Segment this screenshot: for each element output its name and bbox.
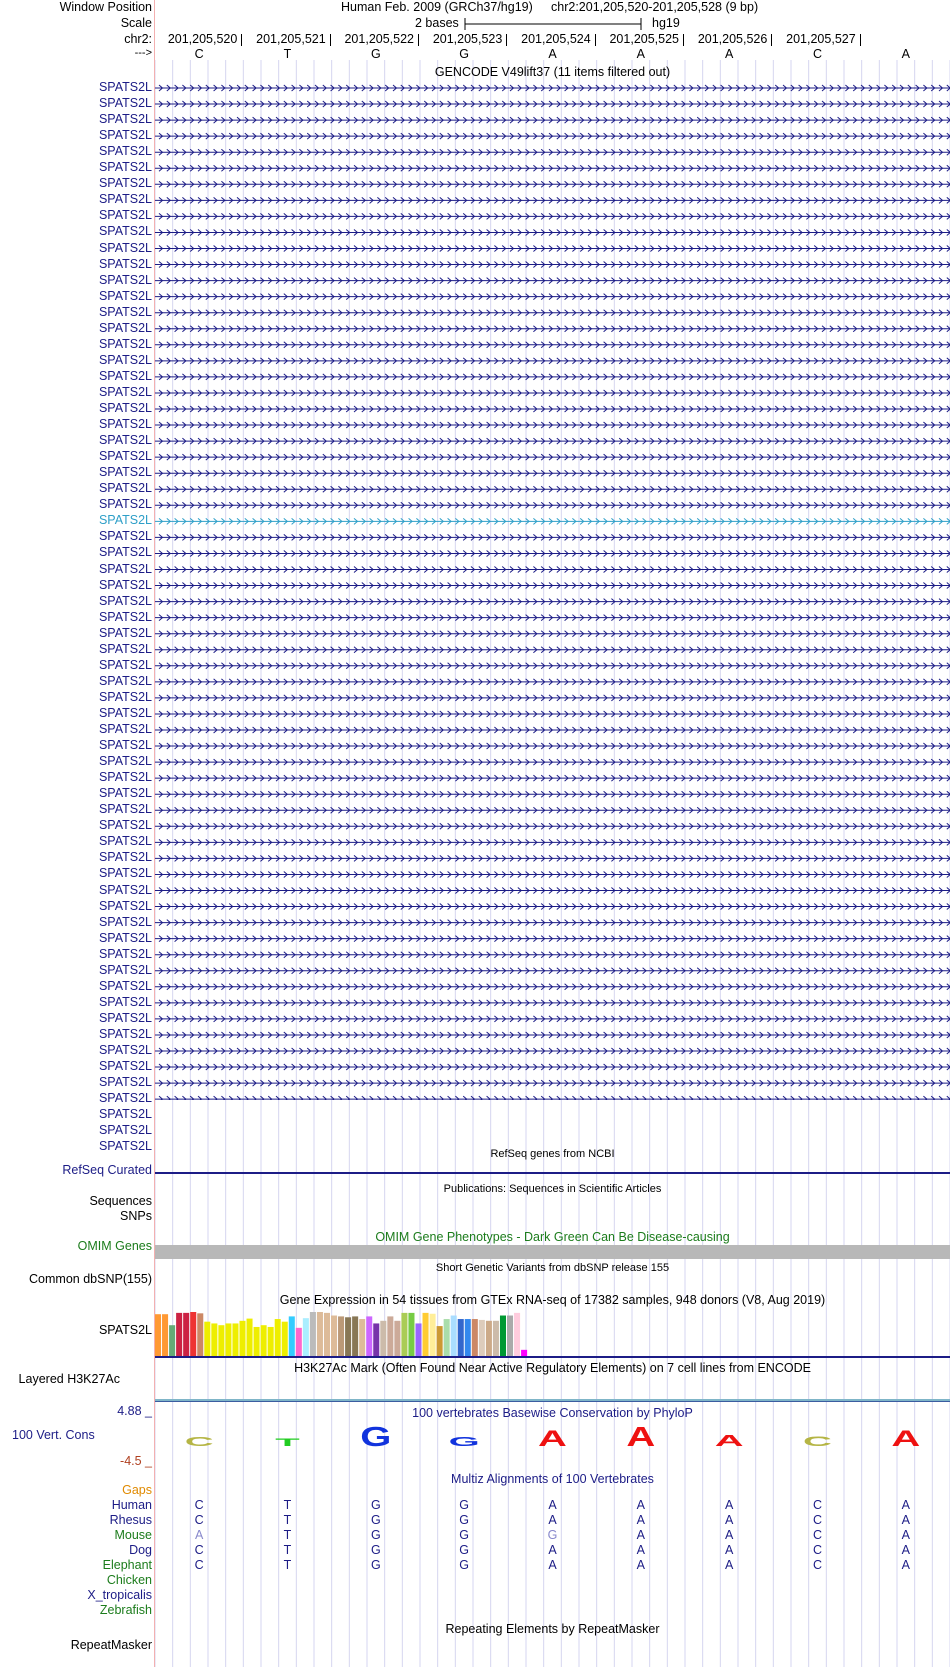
- alignment-base: A: [901, 1543, 910, 1557]
- species-label[interactable]: X_tropicalis: [87, 1588, 152, 1602]
- gencode-gene-label[interactable]: SPATS2L: [98, 192, 152, 207]
- gencode-gene-label[interactable]: SPATS2L: [98, 288, 152, 303]
- alignment-base: C: [812, 1513, 822, 1527]
- gencode-gene-label[interactable]: SPATS2L: [98, 112, 152, 127]
- coordinate-tick-label: 201,205,522: [344, 32, 414, 46]
- gencode-gene-label[interactable]: SPATS2L: [98, 561, 152, 576]
- layered-h3k27ac-label[interactable]: Layered H3K27Ac: [18, 1372, 120, 1386]
- db-text: hg19: [652, 16, 680, 30]
- gencode-gene-label[interactable]: SPATS2L: [98, 417, 152, 432]
- alignment-base: A: [724, 1498, 734, 1512]
- species-label[interactable]: Elephant: [102, 1558, 152, 1572]
- repeatmasker-title: Repeating Elements by RepeatMasker: [445, 1622, 660, 1636]
- species-label[interactable]: Dog: [129, 1543, 152, 1557]
- refseq-title: RefSeq genes from NCBI: [490, 1148, 615, 1160]
- window-position-label: Window Position: [59, 0, 152, 14]
- base-letter: G: [459, 47, 470, 61]
- gencode-transcript-row[interactable]: [155, 743, 950, 749]
- gencode-gene-label[interactable]: SPATS2L: [98, 80, 152, 94]
- gencode-gene-label[interactable]: SPATS2L: [98, 786, 152, 801]
- gencode-gene-label[interactable]: SPATS2L: [98, 1026, 152, 1041]
- alignment-base: A: [901, 1558, 910, 1572]
- sequences-label[interactable]: Sequences: [89, 1194, 152, 1208]
- alignment-base: A: [636, 1528, 645, 1542]
- gencode-gene-label[interactable]: SPATS2L: [98, 545, 152, 560]
- base-letter: A: [548, 47, 557, 61]
- gencode-transcript-row[interactable]: [155, 101, 950, 107]
- alignment-base: G: [370, 1558, 381, 1572]
- snps-label[interactable]: SNPs: [120, 1209, 152, 1223]
- gencode-gene-label[interactable]: SPATS2L: [98, 256, 152, 271]
- gencode-transcript-row[interactable]: [155, 920, 950, 926]
- h3k27ac-title: H3K27Ac Mark (Often Found Near Active Regulatory Elements) on 7 cell lines from ENCODE: [294, 1361, 811, 1375]
- gencode-gene-label[interactable]: SPATS2L: [98, 689, 152, 704]
- gencode-transcript-row[interactable]: [155, 294, 950, 300]
- alignment-base: G: [370, 1543, 381, 1557]
- gaps-label: Gaps: [122, 1483, 152, 1497]
- phylop-base-letter: T: [275, 1436, 300, 1449]
- gencode-transcript-row[interactable]: [155, 406, 950, 412]
- alignment-base: T: [283, 1513, 292, 1527]
- gencode-gene-label[interactable]: SPATS2L: [98, 272, 152, 287]
- gencode-gene-label[interactable]: SPATS2L: [98, 240, 152, 255]
- gencode-transcript-row[interactable]: [155, 647, 950, 653]
- gencode-gene-label[interactable]: SPATS2L: [98, 978, 152, 993]
- alignment-base: C: [194, 1558, 204, 1572]
- alignment-base: C: [812, 1498, 822, 1512]
- gencode-transcript-row[interactable]: [155, 1096, 950, 1100]
- gencode-transcript-row[interactable]: [155, 711, 950, 717]
- phylop-base-letter: A: [714, 1432, 744, 1450]
- scale-text: 2 bases: [415, 16, 459, 30]
- gencode-gene-label[interactable]: SPATS2L: [98, 834, 152, 849]
- omim-genes-label[interactable]: OMIM Genes: [77, 1239, 152, 1253]
- alignment-base: G: [459, 1543, 470, 1557]
- gtex-gene-label[interactable]: SPATS2L: [98, 1323, 152, 1337]
- gencode-gene-label[interactable]: SPATS2L: [98, 994, 152, 1009]
- gencode-gene-label[interactable]: SPATS2L: [98, 722, 152, 736]
- gencode-gene-label[interactable]: SPATS2L: [98, 930, 152, 945]
- alignment-base: A: [548, 1498, 557, 1512]
- omim-title: OMIM Gene Phenotypes - Dark Green Can Be Disease-causing: [375, 1230, 730, 1244]
- gencode-gene-label[interactable]: SPATS2L: [98, 96, 152, 111]
- gencode-transcript-row[interactable]: [155, 374, 950, 380]
- gencode-gene-label[interactable]: SPATS2L: [98, 384, 152, 399]
- chrom-label: chr2:: [124, 32, 152, 46]
- gencode-transcript-row[interactable]: [155, 246, 950, 252]
- gencode-transcript-row[interactable]: [155, 952, 950, 958]
- gencode-gene-label[interactable]: SPATS2L: [98, 802, 152, 817]
- gencode-transcript-row[interactable]: [155, 823, 950, 829]
- alignment-base: C: [194, 1513, 204, 1527]
- gencode-gene-label[interactable]: SPATS2L: [98, 497, 152, 512]
- gencode-transcript-row[interactable]: [155, 454, 950, 460]
- gencode-gene-label[interactable]: SPATS2L: [98, 144, 152, 159]
- gencode-transcript-row[interactable]: [155, 1016, 950, 1022]
- position-text: chr2:201,205,520-201,205,528 (9 bp): [551, 0, 759, 14]
- gencode-transcript-row[interactable]: [155, 518, 950, 524]
- gencode-transcript-row[interactable]: [155, 1032, 950, 1038]
- phylop-base-letter: A: [891, 1425, 921, 1451]
- gencode-transcript-row[interactable]: [155, 229, 950, 235]
- alignment-base: G: [459, 1528, 470, 1542]
- gencode-gene-label[interactable]: SPATS2L: [98, 128, 152, 143]
- repeatmasker-label[interactable]: RepeatMasker: [70, 1638, 152, 1652]
- gencode-gene-label[interactable]: SPATS2L: [98, 705, 152, 720]
- gencode-gene-label[interactable]: SPATS2L: [98, 1123, 152, 1138]
- phylop-track-label[interactable]: 100 Vert. Cons: [12, 1428, 95, 1442]
- phylop-title: 100 vertebrates Basewise Conservation by PhyloP: [412, 1406, 693, 1420]
- alignment-base: A: [548, 1513, 557, 1527]
- alignment-base: G: [459, 1498, 470, 1512]
- gencode-transcript-row[interactable]: [155, 85, 950, 91]
- dbsnp-title: Short Genetic Variants from dbSNP release 155: [435, 1262, 670, 1274]
- gencode-transcript-row[interactable]: [155, 133, 950, 139]
- coordinate-tick-label: 201,205,521: [256, 32, 326, 46]
- gencode-gene-label[interactable]: SPATS2L: [98, 176, 152, 191]
- gencode-transcript-row[interactable]: [155, 197, 950, 203]
- gencode-gene-label[interactable]: SPATS2L: [98, 401, 152, 415]
- refseq-transcript[interactable]: [155, 1172, 950, 1174]
- gencode-transcript-row[interactable]: [155, 550, 950, 556]
- gencode-transcript-row[interactable]: [155, 855, 950, 861]
- gencode-gene-label[interactable]: SPATS2L: [98, 770, 152, 785]
- coordinate-tick-label: 201,205,524: [521, 32, 591, 46]
- gencode-gene-label[interactable]: SPATS2L: [98, 1091, 152, 1106]
- base-letter: C: [812, 47, 822, 61]
- alignment-base: G: [370, 1513, 381, 1527]
- alignment-base: A: [194, 1528, 204, 1542]
- gencode-transcript-row[interactable]: [155, 422, 950, 428]
- gencode-gene-label[interactable]: SPATS2L: [98, 882, 152, 897]
- alignment-base: A: [636, 1513, 645, 1527]
- base-letter: G: [370, 47, 381, 61]
- phylop-ymax-label: 4.88 _: [117, 1404, 152, 1418]
- gencode-transcript-row[interactable]: [155, 567, 950, 573]
- species-label[interactable]: Human: [111, 1498, 152, 1512]
- gencode-transcript-row[interactable]: [155, 968, 950, 974]
- gencode-gene-label[interactable]: SPATS2L: [98, 1139, 152, 1154]
- alignment-base: A: [636, 1543, 645, 1557]
- alignment-base: C: [194, 1543, 204, 1557]
- base-letter: C: [194, 47, 204, 61]
- gencode-title: GENCODE V49lift37 (11 items filtered out): [434, 65, 671, 79]
- alignment-base: A: [548, 1543, 557, 1557]
- phylop-base-letter: A: [538, 1425, 567, 1451]
- scale-label: Scale: [120, 16, 152, 30]
- gencode-transcript-row[interactable]: [155, 631, 950, 637]
- phylop-ymin-label: -4.5 _: [120, 1454, 152, 1468]
- coordinate-tick-label: 201,205,527: [786, 32, 856, 46]
- gencode-transcript-row[interactable]: [155, 936, 950, 942]
- gencode-gene-label[interactable]: SPATS2L: [98, 336, 152, 351]
- gencode-transcript-row[interactable]: [155, 599, 950, 605]
- gencode-gene-label[interactable]: SPATS2L: [98, 673, 152, 688]
- omim-phenotype-bar[interactable]: [155, 1245, 950, 1259]
- gencode-transcript-row[interactable]: [155, 775, 950, 781]
- species-label[interactable]: Rhesus: [109, 1513, 152, 1527]
- assembly-text: Human Feb. 2009 (GRCh37/hg19): [341, 0, 533, 14]
- gencode-gene-label[interactable]: SPATS2L: [98, 1010, 152, 1025]
- gencode-transcript-row[interactable]: [155, 390, 950, 396]
- coordinate-tick-label: 201,205,520: [167, 32, 238, 46]
- alignment-base: C: [812, 1558, 822, 1572]
- alignment-base: C: [812, 1543, 822, 1557]
- gencode-transcript-row[interactable]: [155, 839, 950, 845]
- gencode-gene-label[interactable]: SPATS2L: [98, 641, 152, 656]
- gencode-transcript-row[interactable]: [155, 486, 950, 492]
- alignment-base: G: [370, 1498, 381, 1512]
- gencode-transcript-row[interactable]: [155, 1064, 950, 1070]
- gtex-title: Gene Expression in 54 tissues from GTEx RNA-seq of 17382 samples, 948 donors (V8, Aug 2019): [279, 1293, 826, 1307]
- gencode-gene-label[interactable]: SPATS2L: [98, 368, 152, 383]
- gencode-transcript-row[interactable]: [155, 759, 950, 765]
- publications-title: Publications: Sequences in Scientific Articles: [443, 1183, 662, 1195]
- gencode-gene-label[interactable]: SPATS2L: [98, 898, 152, 913]
- gencode-transcript-row[interactable]: [155, 1080, 950, 1086]
- gencode-transcript-row[interactable]: [155, 727, 950, 733]
- alignment-base: A: [548, 1558, 557, 1572]
- h3k27ac-signal-line: [155, 1401, 950, 1402]
- gencode-gene-label[interactable]: SPATS2L: [98, 818, 152, 833]
- alignment-base: G: [547, 1528, 558, 1542]
- alignment-base: A: [636, 1498, 645, 1512]
- alignment-base: G: [370, 1528, 381, 1542]
- gencode-gene-label[interactable]: SPATS2L: [98, 1107, 152, 1122]
- gencode-gene-label[interactable]: SPATS2L: [98, 160, 152, 175]
- gencode-gene-label[interactable]: SPATS2L: [98, 449, 152, 464]
- gencode-transcript-row[interactable]: [155, 583, 950, 589]
- species-label[interactable]: Zebrafish: [99, 1603, 152, 1617]
- alignment-base: A: [901, 1513, 910, 1527]
- alignment-base: T: [283, 1543, 292, 1557]
- alignment-base: A: [901, 1498, 910, 1512]
- coordinate-tick-label: 201,205,523: [432, 32, 503, 46]
- gencode-gene-label[interactable]: SPATS2L: [98, 577, 152, 592]
- multiz-title: Multiz Alignments of 100 Vertebrates: [451, 1472, 654, 1486]
- phylop-base-letter: C: [803, 1433, 832, 1450]
- gencode-transcript-row[interactable]: [155, 502, 950, 508]
- gencode-gene-label[interactable]: SPATS2L: [98, 946, 152, 961]
- gencode-transcript-row[interactable]: [155, 358, 950, 364]
- phylop-base-letter: C: [184, 1434, 214, 1449]
- gencode-gene-label[interactable]: SPATS2L: [98, 754, 152, 769]
- gencode-gene-label[interactable]: SPATS2L: [98, 1075, 152, 1090]
- coordinate-tick-label: 201,205,526: [697, 32, 768, 46]
- alignment-base: A: [724, 1513, 734, 1527]
- alignment-base: C: [812, 1528, 822, 1542]
- gencode-transcript-row[interactable]: [155, 888, 950, 894]
- gencode-gene-label[interactable]: SPATS2L: [98, 738, 152, 753]
- gencode-gene-label[interactable]: SPATS2L: [98, 609, 152, 624]
- alignment-base: A: [724, 1543, 734, 1557]
- gencode-gene-label[interactable]: SPATS2L: [98, 625, 152, 640]
- gencode-transcript-row[interactable]: [155, 438, 950, 444]
- gencode-transcript-row[interactable]: [155, 807, 950, 813]
- gencode-gene-label[interactable]: SPATS2L: [98, 304, 152, 319]
- gencode-transcript-row[interactable]: [155, 791, 950, 797]
- gencode-transcript-row[interactable]: [155, 310, 950, 316]
- species-label[interactable]: Chicken: [106, 1573, 152, 1587]
- alignment-base: A: [901, 1528, 910, 1542]
- common-dbsnp-label[interactable]: Common dbSNP(155): [29, 1272, 152, 1286]
- gencode-gene-label[interactable]: SPATS2L: [98, 481, 152, 496]
- strand-label: --->: [134, 47, 152, 59]
- gencode-gene-label[interactable]: SPATS2L: [98, 224, 152, 239]
- alignment-base: G: [459, 1513, 470, 1527]
- base-letter: A: [724, 47, 734, 61]
- gencode-transcript-row[interactable]: [155, 149, 950, 155]
- gencode-gene-label[interactable]: SPATS2L: [98, 529, 152, 544]
- gencode-gene-label[interactable]: SPATS2L: [98, 513, 152, 528]
- gencode-gene-label[interactable]: SPATS2L: [98, 352, 152, 367]
- alignment-base: C: [194, 1498, 204, 1512]
- gencode-transcript-row[interactable]: [155, 326, 950, 332]
- gencode-transcript-row[interactable]: [155, 534, 950, 540]
- alignment-base: A: [724, 1558, 734, 1572]
- track-labels-column: [0, 0, 152, 1667]
- gencode-gene-label[interactable]: SPATS2L: [98, 433, 152, 448]
- gencode-transcripts[interactable]: [155, 0, 950, 1100]
- species-label[interactable]: Mouse: [114, 1528, 152, 1542]
- gencode-transcript-row[interactable]: [155, 615, 950, 621]
- gencode-transcript-row[interactable]: [155, 904, 950, 910]
- gencode-transcript-row[interactable]: [155, 117, 950, 123]
- gencode-transcript-row[interactable]: [155, 1048, 950, 1054]
- gencode-transcript-row[interactable]: [155, 342, 950, 348]
- gencode-gene-label[interactable]: SPATS2L: [98, 593, 152, 608]
- gencode-gene-label[interactable]: SPATS2L: [98, 1059, 152, 1074]
- gencode-transcript-row[interactable]: [155, 984, 950, 990]
- gencode-transcript-row[interactable]: [155, 695, 950, 701]
- gencode-gene-label[interactable]: SPATS2L: [98, 208, 152, 223]
- gencode-gene-label[interactable]: SPATS2L: [98, 866, 152, 881]
- gencode-transcript-row[interactable]: [155, 1000, 950, 1006]
- alignment-base: A: [724, 1528, 734, 1542]
- base-letter: A: [636, 47, 645, 61]
- alignment-base: T: [283, 1528, 292, 1542]
- coordinate-tick-label: 201,205,525: [609, 32, 679, 46]
- gencode-transcript-row[interactable]: [155, 165, 950, 171]
- alignment-base: G: [459, 1558, 470, 1572]
- gencode-transcript-row[interactable]: [155, 181, 950, 187]
- base-letter: T: [283, 47, 292, 61]
- gencode-gene-label[interactable]: SPATS2L: [98, 1043, 152, 1057]
- track-image-area[interactable]: [155, 0, 950, 1667]
- alignment-base: T: [283, 1558, 292, 1572]
- gencode-transcript-row[interactable]: [155, 470, 950, 476]
- base-letter: A: [901, 47, 910, 61]
- gencode-gene-label[interactable]: SPATS2L: [98, 914, 152, 929]
- gencode-transcript-row[interactable]: [155, 871, 950, 877]
- refseq-curated-label[interactable]: RefSeq Curated: [62, 1163, 152, 1177]
- gencode-transcript-row[interactable]: [155, 679, 950, 685]
- gencode-transcript-row[interactable]: [155, 278, 950, 284]
- gencode-gene-label[interactable]: SPATS2L: [98, 465, 152, 480]
- gencode-gene-label[interactable]: SPATS2L: [98, 657, 152, 672]
- gtex-baseline: [155, 1356, 950, 1358]
- gencode-gene-label[interactable]: SPATS2L: [98, 962, 152, 977]
- gencode-transcript-row[interactable]: [155, 262, 950, 268]
- phylop-base-letter: A: [626, 1421, 656, 1453]
- alignment-base: A: [636, 1558, 645, 1572]
- gencode-transcript-row[interactable]: [155, 663, 950, 669]
- phylop-base-letter: G: [448, 1434, 480, 1449]
- gencode-gene-label[interactable]: SPATS2L: [98, 850, 152, 865]
- phylop-base-letter: G: [360, 1421, 392, 1453]
- alignment-base: T: [283, 1498, 292, 1512]
- gencode-transcript-row[interactable]: [155, 213, 950, 219]
- gencode-gene-label[interactable]: SPATS2L: [98, 320, 152, 335]
